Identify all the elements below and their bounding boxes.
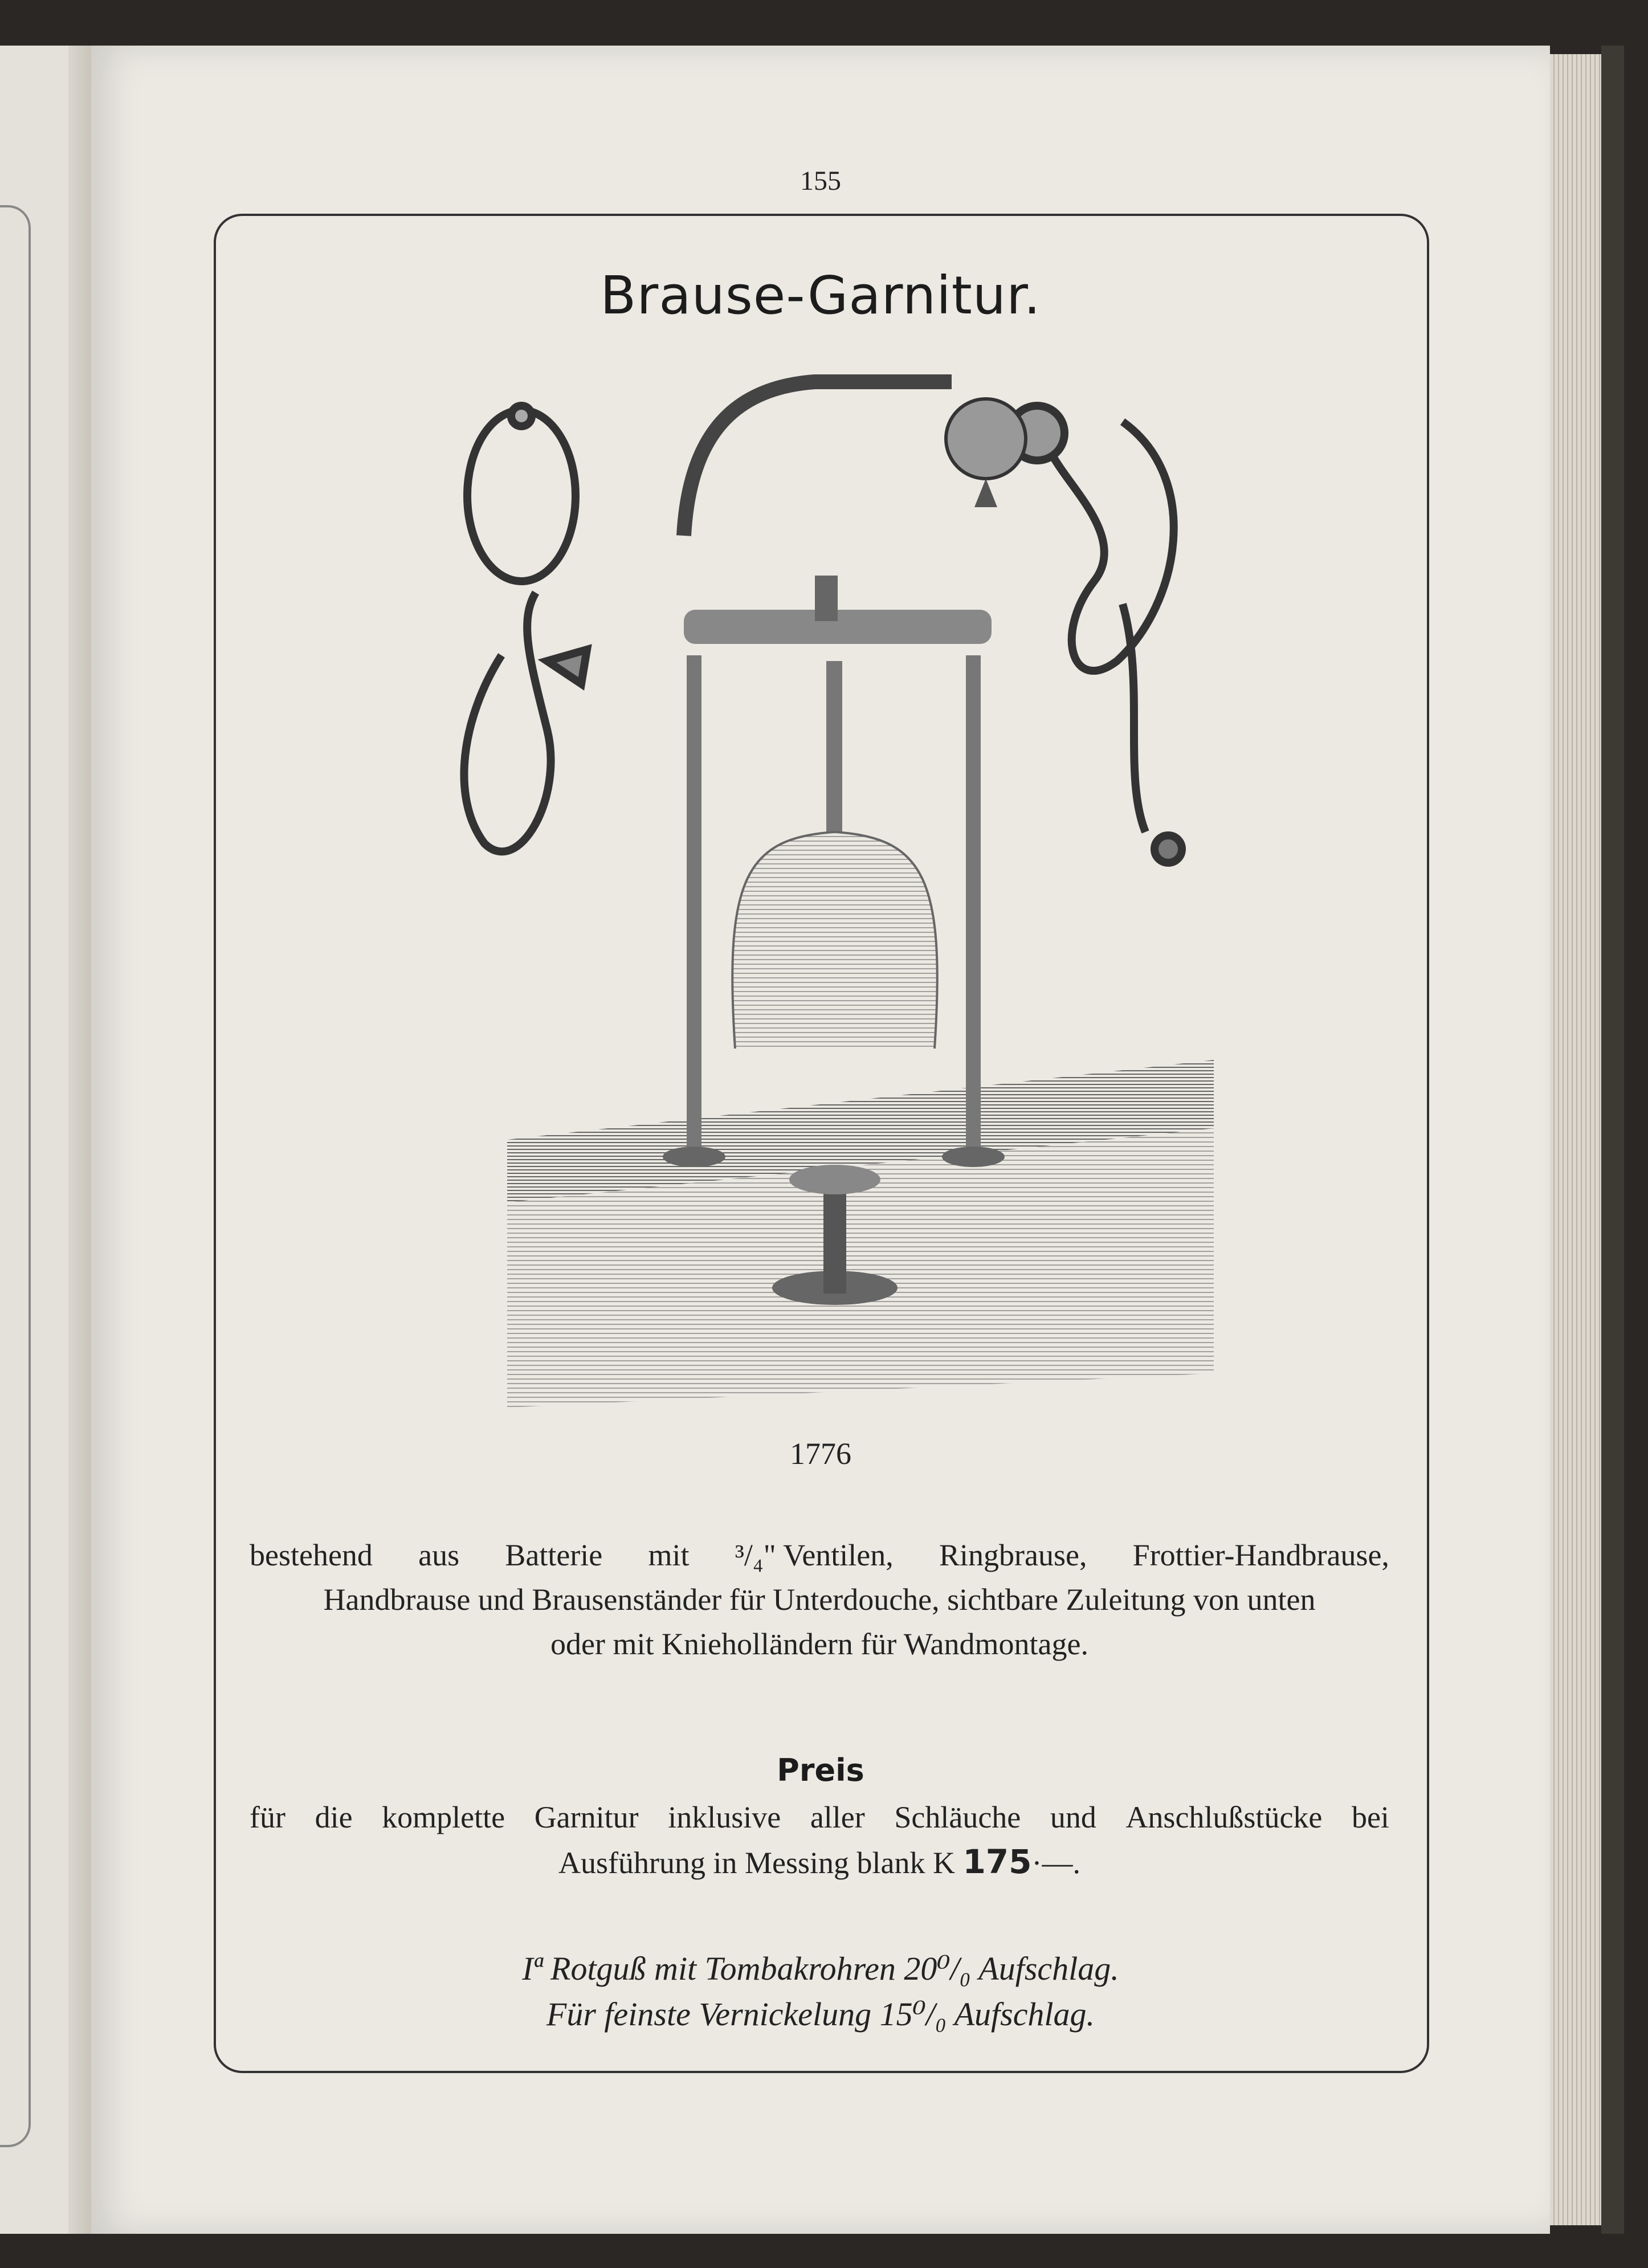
price-text	[250, 1795, 1389, 1885]
price-line-1: für die komplette Garnitur inklusive aller Schläuche und Anschlußstücke bei	[250, 1800, 1389, 1834]
product-description	[250, 1533, 1389, 1666]
surcharge-bronze: Iª Rotguß mit Tombakrohren 20⁰/₀ Aufschlag.	[522, 1950, 1119, 1987]
page-number: 155	[800, 166, 841, 196]
ring-shower-graphic	[464, 406, 587, 851]
bathtub-floor-graphic	[507, 1060, 1214, 1408]
book-cover-edge	[1601, 46, 1624, 2234]
left-page-frame	[0, 205, 31, 2147]
catalog-page	[91, 46, 1550, 2234]
figure-number: 1776	[790, 1437, 851, 1471]
page-title: Brause-Garnitur.	[600, 265, 1041, 326]
description-line-2: Handbrause und Brausenständer für Unterdouche, sichtbare Zuleitung von unten	[323, 1582, 1316, 1617]
left-page-edge	[0, 46, 95, 2234]
price-amount: 175	[962, 1842, 1032, 1881]
price-heading: Preis	[777, 1752, 864, 1788]
hand-shower-graphic	[1010, 406, 1182, 863]
description-line-3: oder mit Knieholländern für Wandmontage.	[550, 1627, 1088, 1661]
page-stack-edge	[1550, 54, 1601, 2225]
description-line-1: bestehend aus Batterie mit ³/₄" Ventilen, Ringbrause, Frottier-Handbrause,	[250, 1538, 1389, 1572]
surcharge-nickel: Für feinste Vernickelung 15⁰/₀ Aufschlag.	[546, 1996, 1095, 2033]
price-line-2: Ausführung in Messing blank K 175·—.	[558, 1842, 1081, 1881]
shower-set-illustration	[416, 365, 1231, 1425]
book-gutter	[68, 46, 91, 2234]
